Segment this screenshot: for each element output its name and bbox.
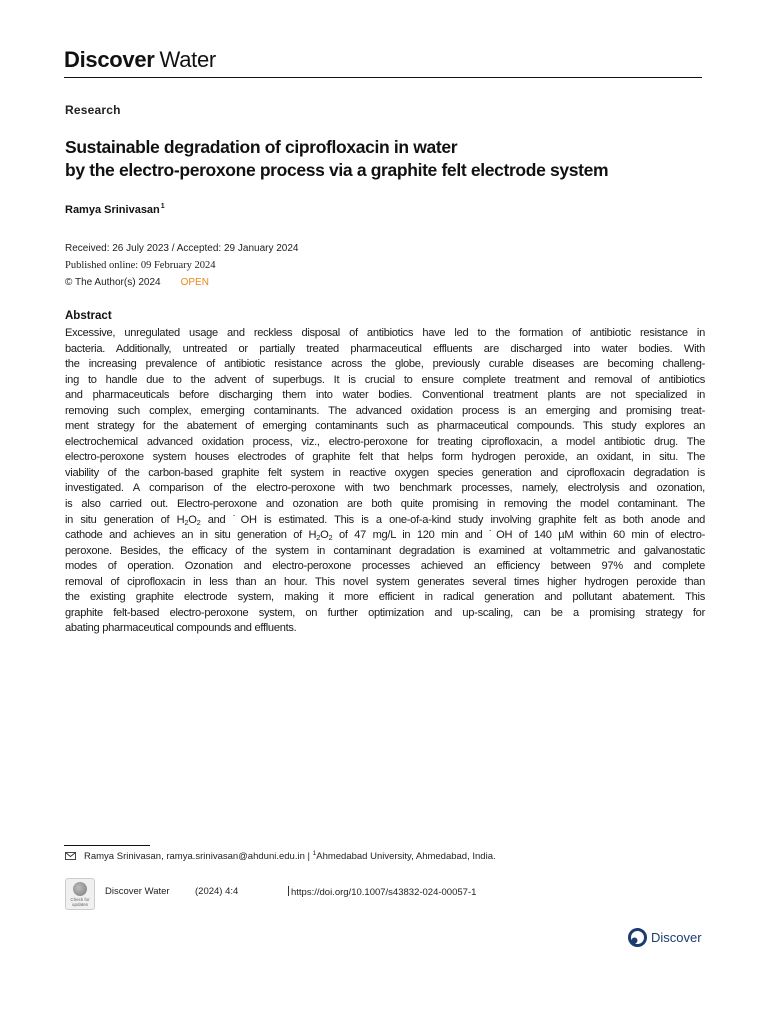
- discover-logo-icon: [628, 928, 647, 947]
- affiliation-text: Ahmedabad University, Ahmedabad, India.: [316, 851, 496, 862]
- abstract-line: electrochemical advanced oxidation process, viz., electro-peroxone for treating ciprofloxacin, a model antibiotic drug. The: [65, 435, 705, 448]
- subscript: 2: [328, 533, 333, 543]
- title-line-2: by the electro-peroxone process via a graphite felt electrode system: [65, 160, 609, 180]
- badge-text-line: Check for: [70, 896, 90, 902]
- text-run: and ˙OH is estimated. This is a one-of-a-kind study involving graphite felt as both anode and: [200, 513, 705, 526]
- publisher-name: Discover: [651, 930, 702, 945]
- abstract-line: removal of ciprofloxacin in less than an hour. This novel system generates several times higher hydrogen peroxide than: [65, 575, 705, 588]
- abstract-line: the increasing prevalence of antibiotic resistance across the globe, previously curable diseases are becoming challeng-: [65, 358, 705, 371]
- doi-link[interactable]: [288, 886, 476, 898]
- text-run: cathode and achieves an in situ generation of H: [65, 529, 317, 542]
- header-divider: [64, 77, 702, 78]
- abstract-line: Excessive, unregulated usage and reckless disposal of antibiotics have led to the formation of antibiotic resistance in: [65, 327, 705, 339]
- author-name[interactable]: Ramya Srinivasan: [65, 204, 160, 216]
- open-access-badge: OPEN: [180, 277, 209, 288]
- abstract-line: peroxone. Besides, the efficacy of the system in contaminant degradation is examined at voltammetric and galvanostatic: [65, 544, 705, 557]
- article-title: [65, 136, 705, 182]
- published-date: Published online: 09 February 2024: [65, 260, 216, 271]
- copyright-line: [65, 274, 299, 291]
- citation-row: [65, 878, 705, 910]
- abstract-body: [65, 326, 705, 637]
- title-line-1: Sustainable degradation of ciprofloxacin in water: [65, 137, 458, 157]
- abstract-line: investigated. A comparison of the electro-peroxone with two benchmark processes, namely, electrolysis and ozonation,: [65, 482, 705, 495]
- text-run: O: [320, 529, 329, 542]
- citation-volume: (2024) 4:4: [195, 886, 239, 897]
- correspondence-text[interactable]: Ramya Srinivasan, ramya.srinivasan@ahduni.edu.in |: [84, 851, 313, 862]
- abstract-line-formula-1: [65, 513, 705, 529]
- copyright-text: © The Author(s) 2024: [65, 277, 161, 288]
- journal-name-light: Water: [159, 47, 216, 72]
- subscript: 2: [316, 533, 321, 543]
- journal-header: [64, 47, 702, 73]
- abstract-line: is also carried out. Electro-peroxone and ozonation are both quite promising in removing the model contaminant. The: [65, 498, 705, 511]
- publication-dates: [65, 240, 299, 291]
- abstract-line: bacteria. Additionally, untreated or partially treated pharmaceutical effluents are discharged into water bodies. With: [65, 342, 705, 355]
- abstract-line: and pharmaceuticals before discharging them into water bodies. Conventional treatment plants are not specialized in: [65, 389, 705, 402]
- abstract-line-formula-2: [65, 528, 705, 544]
- abstract-heading: Abstract: [65, 310, 112, 322]
- abstract-line: ing to handle due to the advent of superbugs. It is crucial to ensure complete treatment and removal of antibiotics: [65, 373, 705, 386]
- author-line: [65, 203, 165, 216]
- abstract-line: the existing graphite electrode system, making it more efficient in radical generation and pollutant abatement. This: [65, 591, 705, 604]
- article-type-label: Research: [65, 103, 121, 117]
- correspondence-footnote: [65, 850, 705, 862]
- update-icon: [73, 882, 87, 896]
- separator-bar: [288, 886, 289, 896]
- doi-text[interactable]: https://doi.org/10.1007/s43832-024-00057-1: [291, 887, 477, 898]
- text-run: of 47 mg/L in 120 min and ˙OH of 140 µM within 60 min of electro-: [332, 529, 706, 542]
- footnote-divider: [64, 845, 150, 846]
- abstract-line: modes of operation. Ozonation and electro-peroxone processes achieved an efficiency between 97% and complete: [65, 560, 705, 573]
- subscript: 2: [184, 517, 189, 527]
- affiliation-mark: 1: [160, 203, 165, 210]
- received-accepted-date: Received: 26 July 2023 / Accepted: 29 January 2024: [65, 243, 299, 254]
- abstract-line: viability of the carbon-based graphite felt system in reactive oxygen species generation and ciprofloxacin degradation is: [65, 466, 705, 479]
- text-run: O: [188, 513, 197, 526]
- journal-name-bold: Discover: [64, 47, 155, 72]
- subscript: 2: [196, 517, 201, 527]
- footnote-line: [84, 850, 496, 862]
- citation-journal: Discover Water: [105, 886, 170, 897]
- text-run: in situ generation of H: [65, 513, 185, 526]
- abstract-line: removing such complex, emerging contaminants. The advanced oxidation process is an emerging and promising treat-: [65, 404, 705, 417]
- abstract-last-line: abating pharmaceutical compounds and effluents.: [65, 622, 297, 635]
- abstract-line: ment strategy for the abatement of emerging contaminants such as pharmaceutical compounds. This study explores an: [65, 420, 705, 433]
- envelope-icon: [65, 852, 76, 860]
- badge-text: [70, 897, 89, 907]
- abstract-line: electro-peroxone system houses electrodes of graphite felt that helps form hydrogen peroxide, an oxidant, in situ. The: [65, 451, 705, 464]
- publisher-logo[interactable]: [628, 928, 702, 947]
- affiliation-mark: 1: [312, 850, 317, 857]
- abstract-line: graphite felt-based electro-peroxone system, on further optimization and up-scaling, can be a promising strategy for: [65, 606, 705, 619]
- badge-text-line: updates: [71, 901, 88, 907]
- check-for-updates-badge[interactable]: [65, 878, 95, 910]
